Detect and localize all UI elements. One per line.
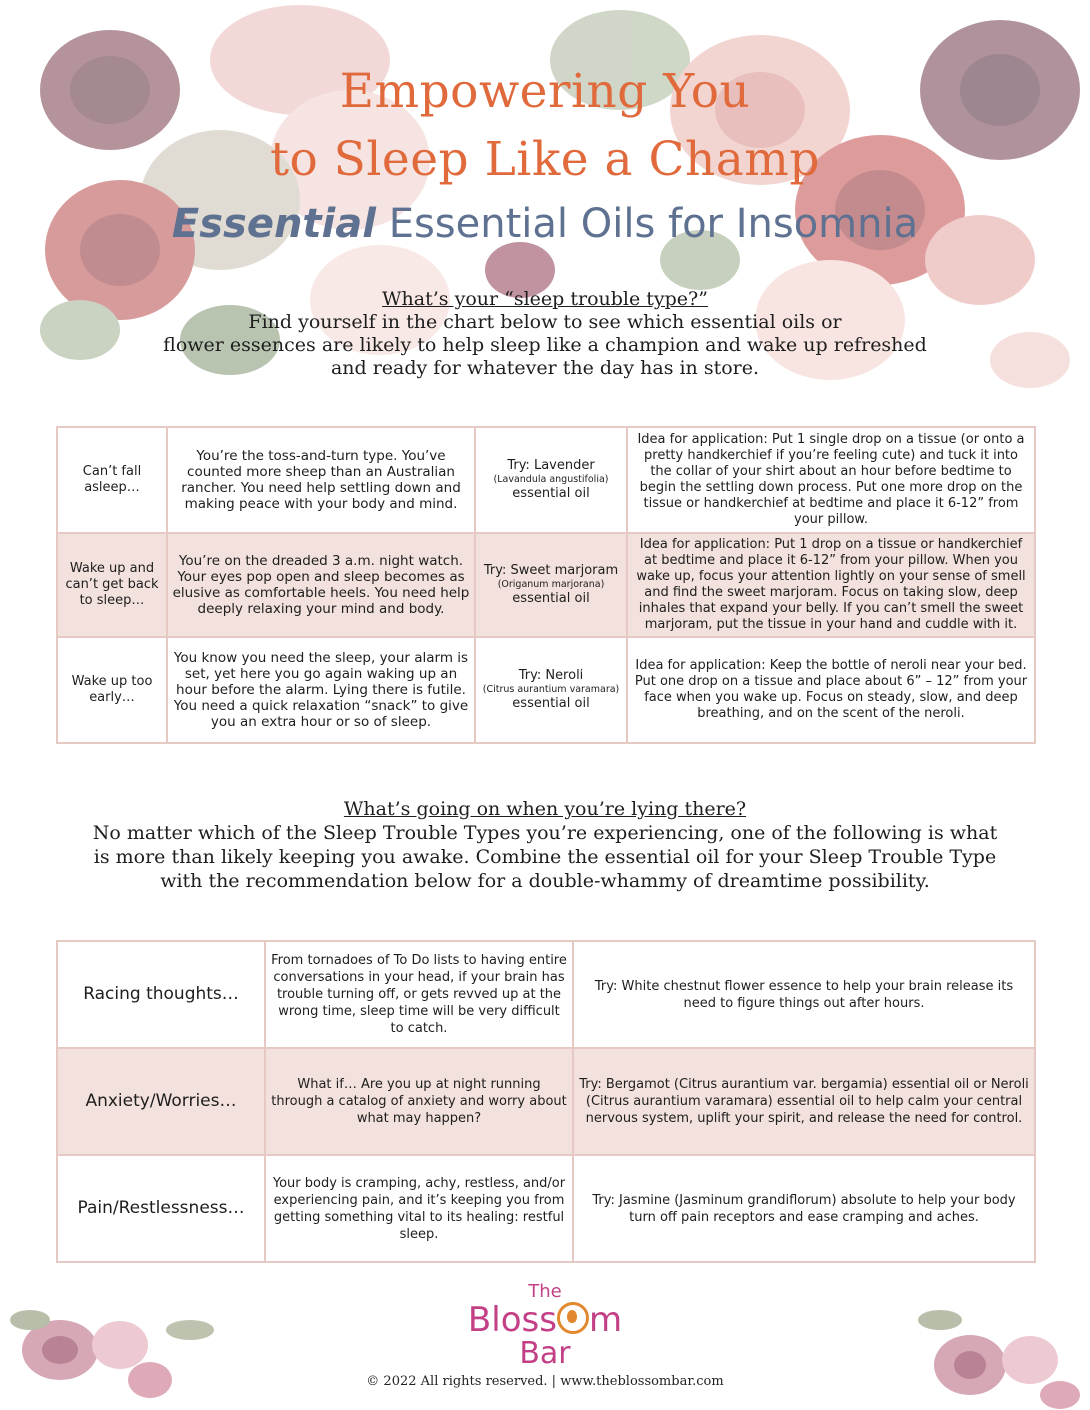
oil-type: essential oil bbox=[512, 591, 590, 606]
intro-line: and ready for whatever the day has in store. bbox=[330, 357, 760, 379]
table-row bbox=[57, 533, 1035, 637]
section-heading-sleep-type: What’s your “sleep trouble type?” bbox=[382, 288, 708, 310]
subtitle-text: Essential Oils for Insomnia bbox=[388, 201, 919, 247]
page-title-line-2: to Sleep Like a Champ bbox=[270, 132, 820, 187]
application-cell: Idea for application: Put 1 drop on a tissue or handkerchief at bedtime and place it 6-12” from your pillow. When you wake up, focus your attention lightly on your sense of smell and find the sweet marjoram. Focus on taking slow, deep inhales that expand your belly. If you can’t smell the sweet marjoram, put the tissue in your hand and cuddle with it. bbox=[627, 533, 1035, 637]
cause-label-cell: Racing thoughts… bbox=[57, 941, 265, 1048]
logo-blossom bbox=[460, 1302, 630, 1338]
sleep-type-intro bbox=[60, 288, 1030, 380]
description-cell: You’re on the dreaded 3 a.m. night watch. Your eyes pop open and sleep becomes as elusive as comfortable heels. You need help deeply relaxing your mind and body. bbox=[167, 533, 475, 637]
intro-line: flower essences are likely to help sleep like a champion and wake up refreshed bbox=[163, 334, 927, 356]
description-cell: You know you need the sleep, your alarm is set, yet here you go again waking up an hour before the alarm. Lying there is futile. You need a quick relaxation “snack” to give you an extra hour or so of sleep. bbox=[167, 637, 475, 743]
cause-label-cell: Anxiety/Worries… bbox=[57, 1048, 265, 1155]
logo-the: The bbox=[528, 1281, 562, 1302]
logo-bar: Bar bbox=[519, 1336, 571, 1371]
page-title-line-1: Empowering You bbox=[339, 64, 751, 119]
table-row bbox=[57, 1155, 1035, 1262]
logo-blossom-end: m bbox=[588, 1300, 623, 1340]
cause-description-cell: What if… Are you up at night running through a catalog of anxiety and worry about what may happen? bbox=[265, 1048, 573, 1155]
intro-line: Find yourself in the chart below to see which essential oils or bbox=[248, 311, 842, 333]
oil-latin-name: (Citrus aurantium varamara) bbox=[482, 684, 620, 695]
oil-type: essential oil bbox=[512, 696, 590, 711]
oil-cell bbox=[475, 637, 627, 743]
cause-description-cell: Your body is cramping, achy, restless, and/or experiencing pain, and it’s keeping you from getting something vital to its healing: restful sleep. bbox=[265, 1155, 573, 1262]
section-heading-lying-there: What’s going on when you’re lying there? bbox=[343, 798, 747, 820]
oil-name: Try: Neroli bbox=[518, 668, 584, 683]
lying-there-intro bbox=[60, 797, 1030, 893]
intro-line: is more than likely keeping you awake. Combine the essential oil for your Sleep Trouble Type bbox=[93, 846, 997, 868]
copyright-footer: © 2022 All rights reserved. | www.theblossombar.com bbox=[366, 1374, 724, 1389]
oil-cell bbox=[475, 533, 627, 637]
description-cell: You’re the toss-and-turn type. You’ve counted more sheep than an Australian rancher. You need help settling down and making peace with your body and mind. bbox=[167, 427, 475, 533]
intro-line: with the recommendation below for a double-whammy of dreamtime possibility. bbox=[160, 870, 930, 892]
table-row bbox=[57, 1048, 1035, 1155]
application-cell: Idea for application: Put 1 single drop on a tissue (or onto a pretty handkerchief if you’re feeling cute) and tuck it into the collar of your shirt about an hour before bedtime to begin the settling down process. Put one more drop on the tissue or handkerchief at bedtime and place it 6-12” from your pillow. bbox=[627, 427, 1035, 533]
table-row bbox=[57, 941, 1035, 1048]
recommendation-cell: Try: Jasmine (Jasminum grandiflorum) absolute to help your body turn off pain receptors and ease cramping and aches. bbox=[573, 1155, 1035, 1262]
oil-latin-name: (Origanum marjorana) bbox=[497, 579, 605, 590]
intro-line: No matter which of the Sleep Trouble Types you’re experiencing, one of the following is what bbox=[92, 822, 998, 844]
recommendation-cell: Try: Bergamot (Citrus aurantium var. bergamia) essential oil or Neroli (Citrus aurantium varamara) essential oil to help calm your central nervous system, uplift your spirit, and release the need for control. bbox=[573, 1048, 1035, 1155]
sleep-trouble-type-table bbox=[56, 426, 1036, 744]
subtitle-emphasis: Essential bbox=[171, 201, 376, 247]
cause-description-cell: From tornadoes of To Do lists to having entire conversations in your head, if your brain has trouble turning off, or gets revved up at the wrong time, sleep time will be very difficult to catch. bbox=[265, 941, 573, 1048]
lotus-o-icon bbox=[557, 1302, 589, 1334]
oil-type: essential oil bbox=[512, 486, 590, 501]
oil-cell bbox=[475, 427, 627, 533]
trouble-type-cell: Wake up and can’t get back to sleep… bbox=[57, 533, 167, 637]
oil-name: Try: Sweet marjoram bbox=[483, 563, 619, 578]
recommendation-cell: Try: White chestnut flower essence to help your brain release its need to figure things out after hours. bbox=[573, 941, 1035, 1048]
trouble-type-cell: Wake up too early… bbox=[57, 637, 167, 743]
table-row bbox=[57, 637, 1035, 743]
trouble-type-cell: Can’t fall asleep… bbox=[57, 427, 167, 533]
cause-label-cell: Pain/Restlessness… bbox=[57, 1155, 265, 1262]
oil-name: Try: Lavender bbox=[507, 458, 595, 473]
blossom-bar-logo bbox=[460, 1282, 630, 1370]
oil-latin-name: (Lavandula angustifolia) bbox=[493, 474, 609, 485]
cause-recommendation-table bbox=[56, 940, 1036, 1263]
logo-blossom-start: Bloss bbox=[467, 1300, 557, 1340]
application-cell: Idea for application: Keep the bottle of neroli near your bed. Put one drop on a tissue and place about 6” – 12” from your face when you wake up. Focus on steady, slow, and deep breathing, and on the scent of the neroli. bbox=[627, 637, 1035, 743]
table-row bbox=[57, 427, 1035, 533]
page-subtitle bbox=[0, 194, 1090, 254]
